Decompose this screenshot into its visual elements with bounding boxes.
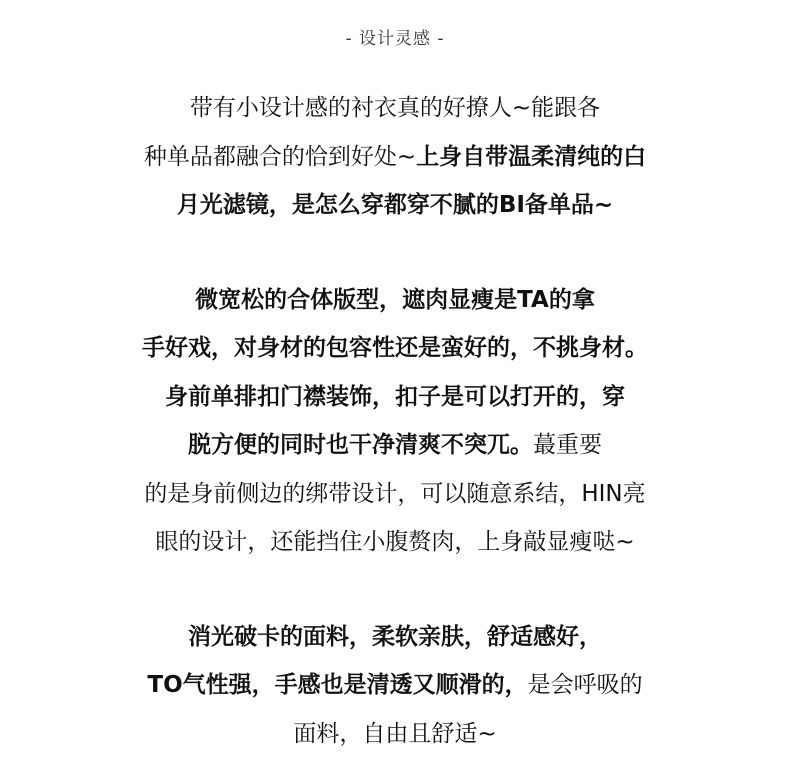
paragraph3-line3: 面料，自由且舒适~ bbox=[293, 721, 497, 747]
paragraph2-line1: 微宽松的合体版型，遮肉显瘦是TA的拿 bbox=[195, 287, 595, 313]
paragraph2-line5: 的是身前侧边的绑带设计，可以随意系结，HIN亮 bbox=[144, 481, 646, 507]
paragraph2-line4 bbox=[0, 430, 790, 460]
paragraph2-line4-part2: 蕞重要 bbox=[533, 432, 602, 458]
paragraph2-line6: 眼的设计，还能挡住小腹赘肉，上身敲显瘦哒~ bbox=[155, 529, 635, 555]
paragraph3-line2-part2: 是会呼吸的 bbox=[527, 672, 643, 698]
paragraph1-line3: 月光滤镜，是怎么穿都穿不腻的BI备单品~ bbox=[176, 192, 614, 218]
paragraph2-line2: 手好戏，对身材的包容性还是蛮好的，不挑身材。 bbox=[142, 335, 648, 361]
paragraph1-line2-part1: 种单品都融合的恰到好处~ bbox=[143, 144, 417, 170]
paragraph3-line2-part1: TO气性强，手感也是清透又顺滑的， bbox=[147, 672, 528, 698]
paragraph3-line1: 消光破卡的面料，柔软亲肤，舒适感好， bbox=[188, 624, 602, 650]
paragraph2-line4-part1: 脱方便的同时也干净清爽不突兀。 bbox=[188, 432, 533, 458]
paragraph1-line2 bbox=[0, 142, 790, 172]
paragraph3-line2 bbox=[0, 670, 790, 700]
paragraph2-line3: 身前单排扣门襟装饰，扣子是可以打开的，穿 bbox=[165, 384, 625, 410]
section-heading: - 设计灵感 - bbox=[345, 29, 445, 49]
paragraph1-line2-part2: 上身自带温柔清纯的白 bbox=[416, 144, 647, 170]
paragraph1-line1: 带有小设计感的衬衣真的好撩人~能跟各 bbox=[189, 95, 601, 121]
